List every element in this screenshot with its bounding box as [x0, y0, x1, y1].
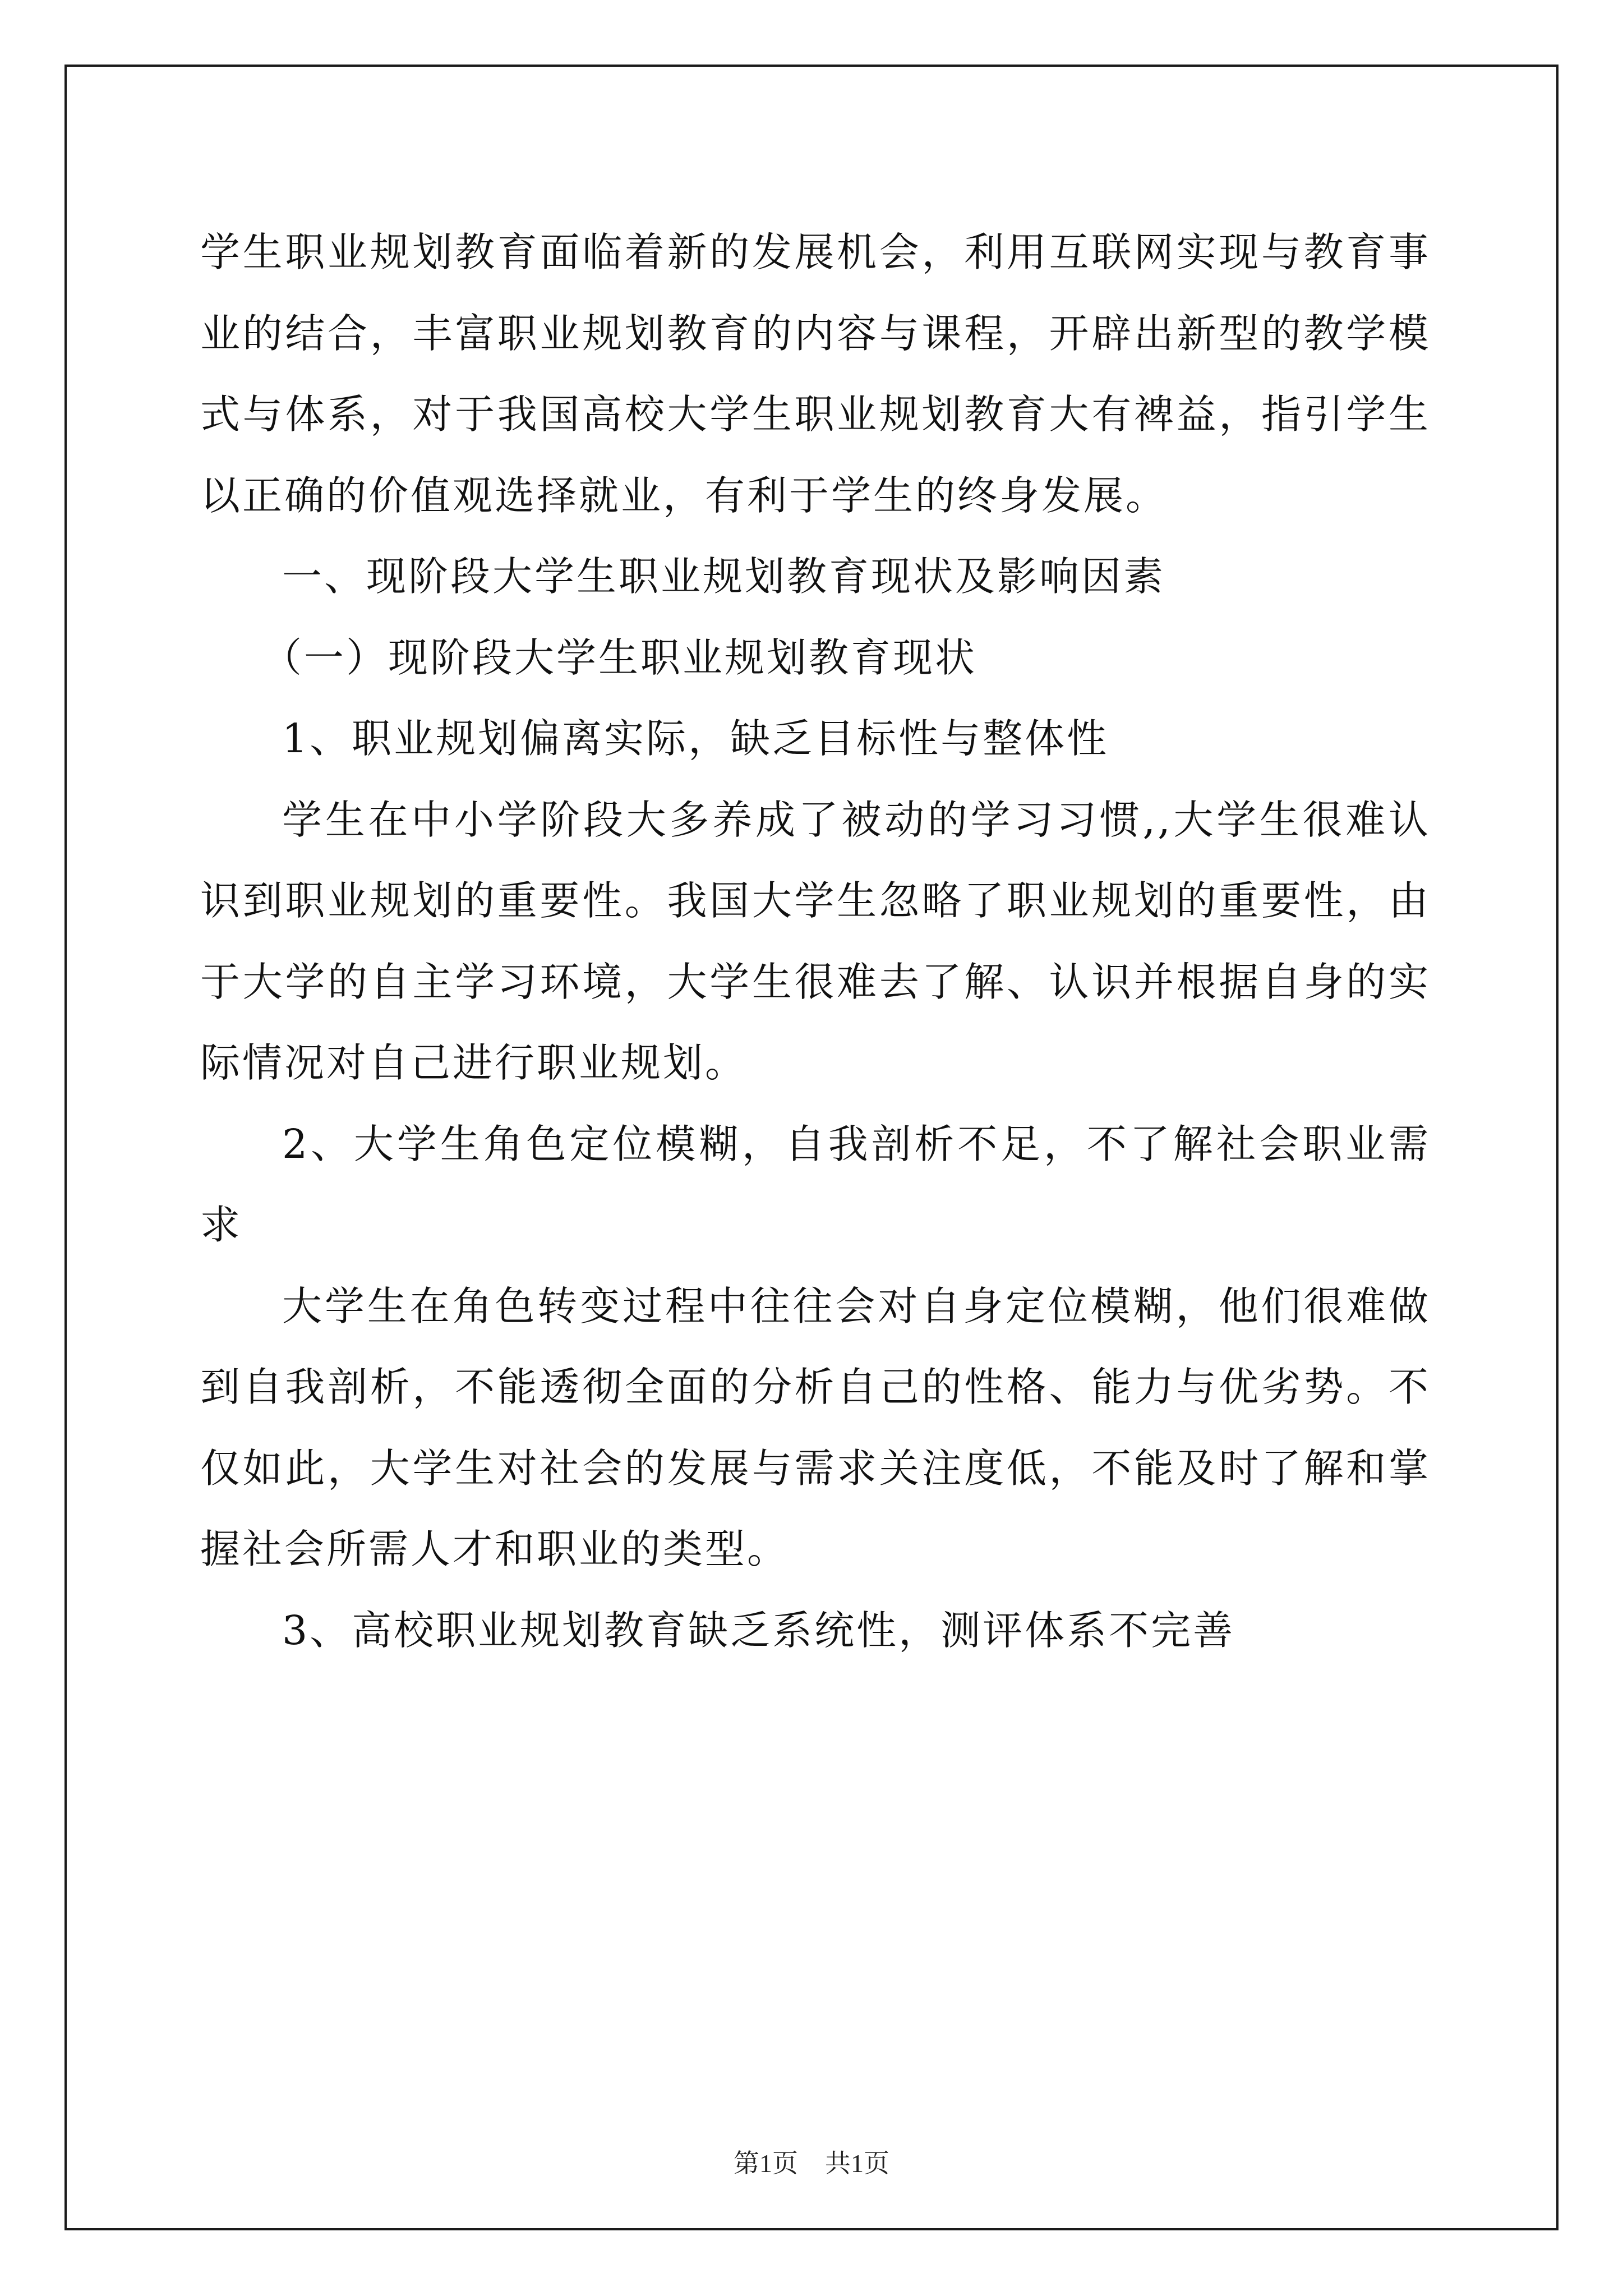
document-body [200, 212, 1431, 1671]
page-number-total: 共1页 [825, 2149, 889, 2178]
page-number-current: 第1页 [734, 2149, 798, 2178]
point-heading-3: 3、高校职业规划教育缺乏系统性，测评体系不完善 [282, 1607, 1235, 1654]
page-footer [0, 2143, 1623, 2180]
paragraph-intro: 学生职业规划教育面临着新的发展机会，利用互联网实现与教育事业的结合，丰富职业规划教育的内容与课程，开辟出新型的教学模式与体系，对于我国高校大学生职业规划教育大有裨益，指引学生以正确的价值观选择就业，有利于学生的终身发展。 [200, 229, 1431, 519]
section-heading-1: 一、现阶段大学生职业规划教育现状及影响因素 [282, 553, 1166, 600]
point-heading-2: 2、大学生角色定位模糊，自我剖析不足，不了解社会职业需求 [200, 1120, 1431, 1248]
paragraph-point-2: 大学生在角色转变过程中往往会对自身定位模糊，他们很难做到自我剖析，不能透彻全面的分析自己的性格、能力与优劣势。不仅如此，大学生对社会的发展与需求关注度低，不能及时了解和掌握社会所需人才和职业的类型。 [200, 1282, 1431, 1572]
point-heading-1: 1、职业规划偏离实际，缺乏目标性与整体性 [282, 715, 1109, 762]
subsection-heading-1: （一）现阶段大学生职业规划教育现状 [262, 634, 978, 681]
paragraph-point-1: 学生在中小学阶段大多养成了被动的学习习惯,,大学生很难认识到职业规划的重要性。我国大学生忽略了职业规划的重要性，由于大学的自主学习环境，大学生很难去了解、认识并根据自身的实际情况对自己进行职业规划。 [200, 796, 1431, 1086]
